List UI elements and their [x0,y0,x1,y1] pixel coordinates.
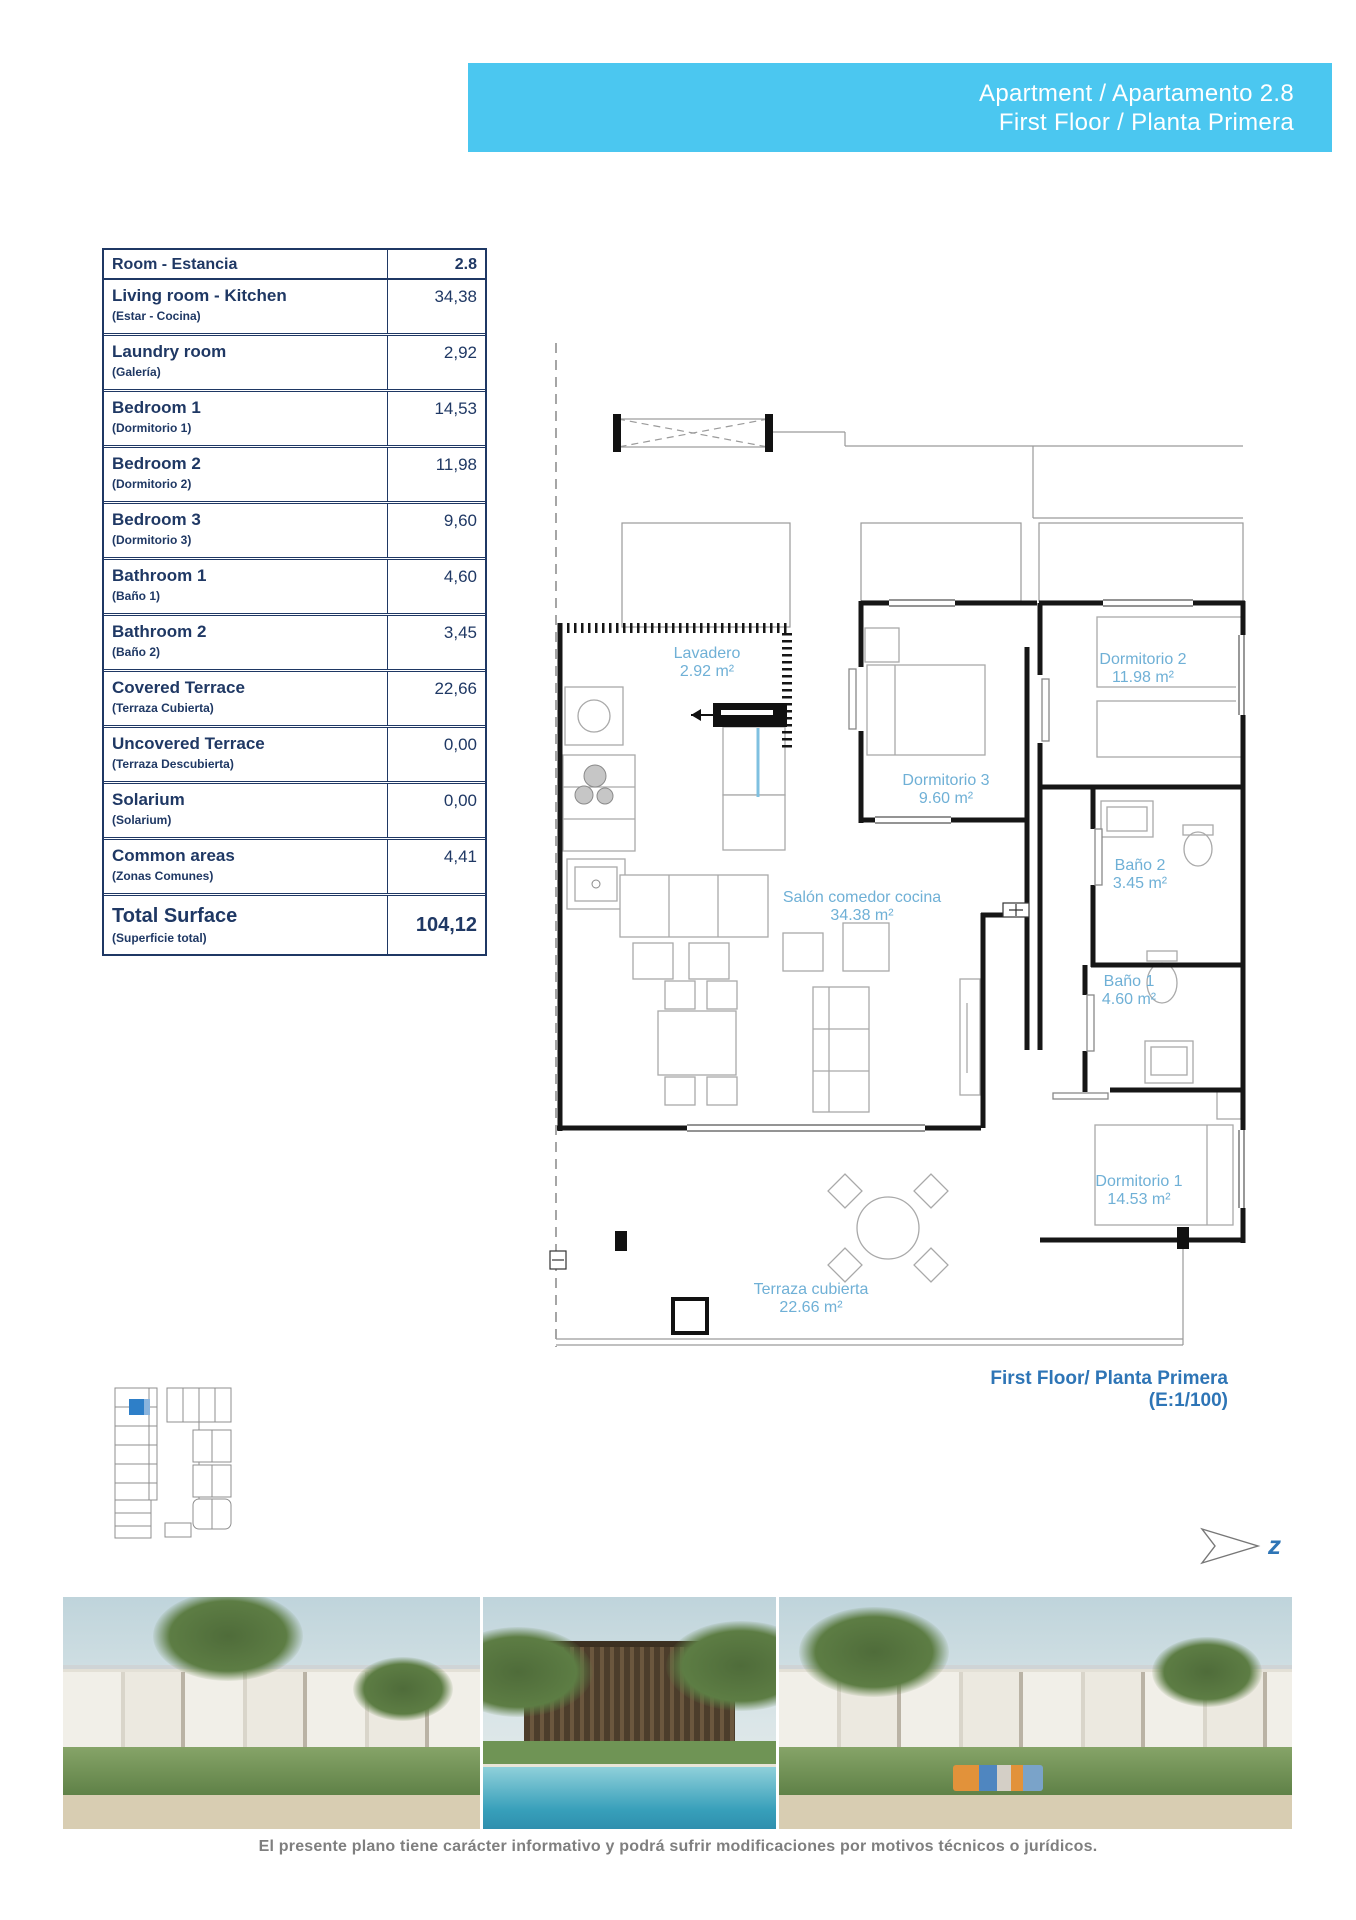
room-label-area: 3.45 m² [1112,874,1168,892]
table-row [104,504,485,560]
room-label [902,772,989,807]
room-name-es: (Dormitorio 1) [112,421,192,435]
terrace-table [857,1197,919,1259]
surface-table-header [104,250,485,280]
room-label-name: Dormitorio 3 [902,772,990,789]
room-area-value: 14,53 [387,392,485,445]
tv-unit [960,979,980,1095]
table-row [104,560,485,616]
room-label [1095,1173,1182,1208]
highlighted-unit [129,1399,144,1415]
room-label-area: 9.60 m² [918,789,974,807]
room-label-area: 22.66 m² [779,1298,843,1316]
table-row [104,448,485,504]
room-area-value: 2,92 [387,336,485,389]
room-name-es: (Dormitorio 3) [112,533,192,547]
table-row [104,392,485,448]
room-name-en: Bedroom 3 [112,510,201,529]
kitchen-island [620,875,768,937]
room-label-name: Terraza cubierta [753,1281,869,1298]
apartment-title: Apartment / Apartamento 2.8 [979,79,1294,107]
room-label-area: 34.38 m² [830,906,894,924]
table-row [104,336,485,392]
render-photo-apartments-garden [63,1597,480,1829]
room-label-area: 4.60 m² [1101,990,1157,1008]
building-key-plan [95,1385,235,1557]
room-name-en: Solarium [112,790,185,809]
room-name-es: (Superficie total) [112,930,207,945]
stair-cap [613,414,621,452]
room-name-es: (Dormitorio 2) [112,477,192,491]
table-row [104,728,485,784]
render-photo-pool-pergola [483,1597,776,1829]
room-name-en: Total Surface [112,904,238,927]
surface-table-header-value: 2.8 [387,250,485,278]
room-name-es: (Terraza Descubierta) [112,757,234,771]
dining-table [658,1011,736,1075]
surface-table-body [104,280,485,954]
bed-dormitorio-3 [867,665,985,755]
render-photos-row [63,1597,1295,1829]
surface-table-header-label: Room - Estancia [112,256,238,273]
north-indicator [1198,1522,1281,1568]
room-name-en: Laundry room [112,342,227,361]
table-row [104,672,485,728]
room-name-es: (Baño 2) [112,645,160,659]
room-name-en: Bathroom 1 [112,566,207,585]
floor-subtitle: First Floor / Planta Primera [998,108,1294,136]
palm-tree [353,1657,453,1721]
room-label [674,645,741,680]
room-name-en: Bedroom 1 [112,398,201,417]
surface-table [102,248,487,956]
room-name-es: (Terraza Cubierta) [112,701,214,715]
palm-tree [799,1607,949,1697]
render-photo-apartments-playground [779,1597,1292,1829]
room-area-value: 0,00 [387,784,485,837]
terrace-pillar [673,1299,707,1333]
room-area-value: 11,98 [387,448,485,501]
north-z-label: z [1268,1529,1281,1560]
plan-caption-floor: First Floor/ Planta Primera [990,1368,1228,1389]
room-label-area: 2.92 m² [679,662,735,680]
room-label [783,889,941,924]
room-name-en: Living room - Kitchen [112,286,287,305]
room-area-value: 9,60 [387,504,485,557]
room-area-value: 34,38 [387,280,485,333]
table-row [104,280,485,336]
stair-cap [765,414,773,452]
room-label-area: 14.53 m² [1107,1190,1171,1208]
room-label-name: Dormitorio 2 [1099,651,1187,668]
room-label [1113,857,1167,892]
room-name-es: (Solarium) [112,813,172,827]
room-label [1099,651,1186,686]
room-label-name: Dormitorio 1 [1095,1173,1183,1190]
room-area-value: 0,00 [387,728,485,781]
room-name-es: (Galería) [112,365,161,379]
plan-caption [990,1368,1228,1412]
title-band [468,63,1332,152]
room-label-name: Lavadero [673,645,741,662]
room-label-area: 11.98 m² [1112,668,1174,686]
room-name-es: (Estar - Cocina) [112,309,201,323]
room-area-value: 4,41 [387,840,485,893]
floor-plan-drawing [495,335,1247,1370]
room-label-name: Baño 2 [1114,857,1166,874]
terrace-column [615,1231,627,1251]
sofa [813,987,869,1112]
floor-plan-area [495,335,1247,1370]
room-name-es: (Baño 1) [112,589,160,603]
palm-tree [1152,1637,1262,1707]
table-row [104,896,485,954]
room-name-en: Bedroom 2 [112,454,201,473]
room-name-en: Bathroom 2 [112,622,207,641]
room-label [1102,973,1156,1008]
room-area-value: 104,12 [387,896,485,954]
disclaimer-text: El presente plano tiene carácter informativo y podrá sufrir modificaciones por motivos técnicos o jurídicos. [258,1838,1098,1855]
north-arrow-icon [1198,1522,1264,1568]
table-row [104,616,485,672]
room-label-name: Salón comedor cocina [782,889,942,906]
playground-equipment [953,1765,1043,1791]
room-name-en: Common areas [112,846,235,865]
bath2-toilet-icon [1184,832,1212,866]
room-label [754,1281,869,1316]
terrace-column [1177,1227,1189,1249]
plan-caption-scale: (E:1/100) [1148,1390,1228,1411]
room-area-value: 22,66 [387,672,485,725]
room-name-es: (Zonas Comunes) [112,869,214,883]
room-name-en: Uncovered Terrace [112,734,265,753]
room-area-value: 3,45 [387,616,485,669]
room-area-value: 4,60 [387,560,485,613]
swimming-pool [483,1764,776,1829]
table-row [104,840,485,896]
room-name-en: Covered Terrace [112,678,245,697]
table-row [104,784,485,840]
room-label-name: Baño 1 [1103,973,1155,990]
